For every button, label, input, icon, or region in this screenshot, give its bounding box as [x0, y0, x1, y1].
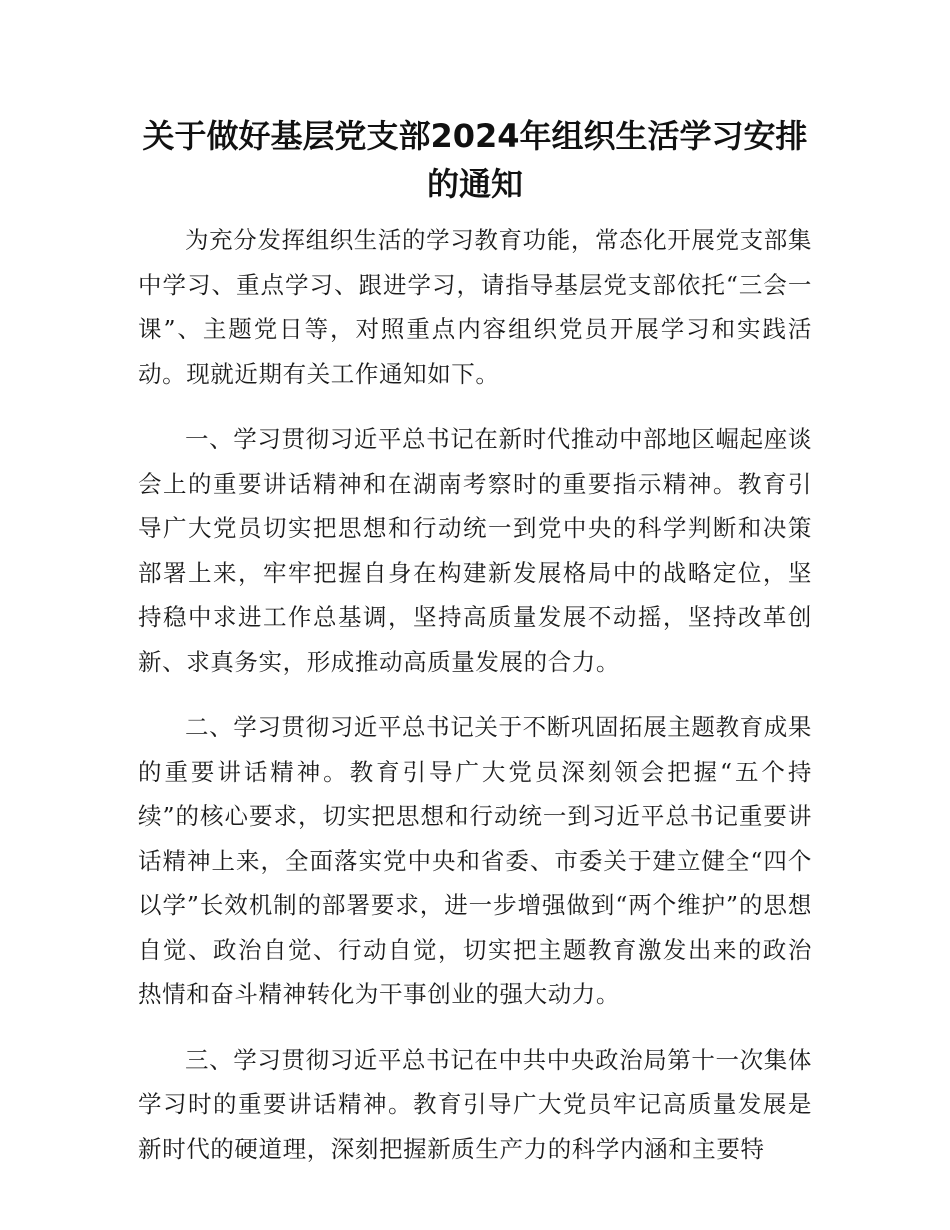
paragraph-intro: 为充分发挥组织生活的学习教育功能，常态化开展党支部集中学习、重点学习、跟进学习，请指导基层党支部依托“三会一课”、主题党日等，对照重点内容组织党员开展学习和实践活动。现就近期有关工作通知如下。	[138, 226, 812, 388]
paragraph-item-1: 一、学习贯彻习近平总书记在新时代推动中部地区崛起座谈会上的重要讲话精神和在湖南考察时的重要指示精神。教育引导广大党员切实把思想和行动统一到党中央的科学判断和决策部署上来，牢牢把握自身在构建新发展格局中的战略定位，坚持稳中求进工作总基调，坚持高质量发展不动摇，坚持改革创新、求真务实，形成推动高质量发展的合力。	[138, 425, 812, 676]
document-title: 关于做好基层党支部2024年组织生活学习安排的通知	[142, 117, 808, 203]
document-body	[138, 218, 812, 1192]
paragraph-item-3: 三、学习贯彻习近平总书记在中共中央政治局第十一次集体学习时的重要讲话精神。教育引导广大党员牢记高质量发展是新时代的硬道理，深刻把握新质生产力的科学内涵和主要特	[138, 1045, 812, 1163]
paragraph-item-2: 二、学习贯彻习近平总书记关于不断巩固拓展主题教育成果的重要讲话精神。教育引导广大党员深刻领会把握“五个持续”的核心要求，切实把思想和行动统一到习近平总书记重要讲话精神上来，全面落实党中央和省委、市委关于建立健全“四个以学”长效机制的部署要求，进一步增强做到“两个维护”的思想自觉、政治自觉、行动自觉，切实把主题教育激发出来的政治热情和奋斗精神转化为干事创业的强大动力。	[138, 713, 812, 1008]
